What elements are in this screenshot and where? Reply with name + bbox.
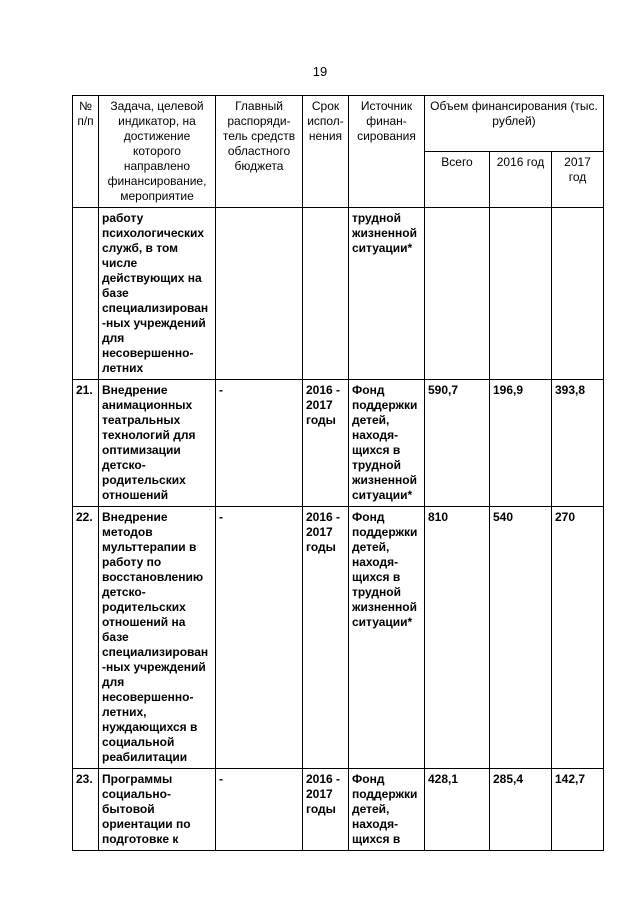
row-number: 21.	[73, 380, 99, 507]
header-manager: Главный распоряди-тель средств областного бюджета	[216, 96, 303, 208]
header-num: № п/п	[73, 96, 99, 208]
header-2017: 2017 год	[552, 152, 604, 208]
row-number	[73, 208, 99, 380]
row-number: 22.	[73, 507, 99, 769]
table-row	[73, 380, 604, 507]
row-2016: 285,4	[490, 769, 552, 851]
row-source: Фонд поддержки детей, находя-щихся в трудной жизненной ситуации*	[349, 380, 425, 507]
row-source: трудной жизненной ситуации*	[349, 208, 425, 380]
row-task: Внедрение методов мульттерапии в работу по восстановлению детско-родительских отношений на базе специализирован-ных учреждений для несовершенно-летних, нуждающихся в социальной реабилитации	[99, 507, 216, 769]
row-term: 2016 - 2017 годы	[303, 380, 349, 507]
row-source: Фонд поддержки детей, находя-щихся в трудной жизненной ситуации*	[349, 507, 425, 769]
header-2016: 2016 год	[490, 152, 552, 208]
row-term: 2016 - 2017 годы	[303, 769, 349, 851]
row-total: 590,7	[425, 380, 490, 507]
header-term: Срок испол-нения	[303, 96, 349, 208]
header-volume: Объем финансирования (тыс. рублей)	[425, 96, 604, 152]
row-2017: 270	[552, 507, 604, 769]
row-2017: 142,7	[552, 769, 604, 851]
financing-table	[72, 95, 604, 851]
row-total: 428,1	[425, 769, 490, 851]
row-term	[303, 208, 349, 380]
table-row	[73, 208, 604, 380]
row-task: Внедрение анимационных театральных технологий для оптимизации детско-родительских отношений	[99, 380, 216, 507]
row-manager: -	[216, 507, 303, 769]
page-number: 19	[312, 64, 328, 79]
row-task: работу психологических служб, в том числе действующих на базе специализирован-ных учреждений для несовершенно-летних	[99, 208, 216, 380]
header-total: Всего	[425, 152, 490, 208]
header-task: Задача, целевой индикатор, на достижение которого направлено финансирование, мероприятие	[99, 96, 216, 208]
header-row-top	[73, 96, 604, 152]
table-row	[73, 507, 604, 769]
row-source: Фонд поддержки детей, находя-щихся в	[349, 769, 425, 851]
row-manager: -	[216, 380, 303, 507]
row-manager: -	[216, 769, 303, 851]
row-2017: 393,8	[552, 380, 604, 507]
row-term: 2016 - 2017 годы	[303, 507, 349, 769]
row-manager	[216, 208, 303, 380]
header-source: Источник финан-сирования	[349, 96, 425, 208]
row-2017	[552, 208, 604, 380]
row-2016: 196,9	[490, 380, 552, 507]
row-total	[425, 208, 490, 380]
row-task: Программы социально-бытовой ориентации по подготовке к	[99, 769, 216, 851]
row-2016	[490, 208, 552, 380]
row-number: 23.	[73, 769, 99, 851]
row-total: 810	[425, 507, 490, 769]
table-row	[73, 769, 604, 851]
row-2016: 540	[490, 507, 552, 769]
